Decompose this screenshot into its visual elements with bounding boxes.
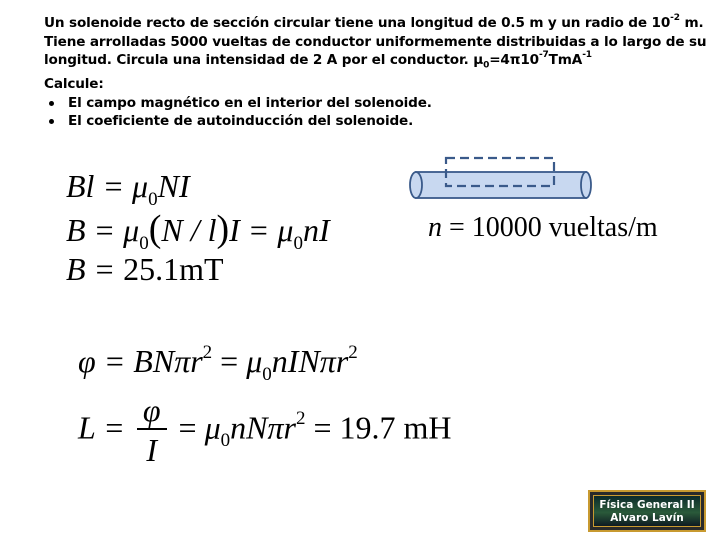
subscript: 0 <box>293 233 303 254</box>
mu-symbol: μ <box>204 409 221 446</box>
eq-term: = <box>170 409 205 446</box>
eq-term: I = <box>229 212 278 248</box>
mu-symbol: μ <box>277 212 294 248</box>
problem-text: TmA <box>548 52 583 68</box>
equation-flux <box>78 342 358 385</box>
problem-line-2: Tiene arrolladas 5000 vueltas de conductor uniformemente distribuidas a lo largo de su <box>44 33 707 50</box>
eq-term: φ = BNπr <box>78 343 203 379</box>
logo-author: Alvaro Lavín <box>610 512 684 524</box>
paren: ) <box>216 208 230 250</box>
exponent: -1 <box>582 50 592 61</box>
eq-term: B = <box>66 212 124 248</box>
equation-inductance <box>78 392 452 470</box>
course-logo <box>588 490 706 532</box>
mu-symbol: μ <box>132 168 149 204</box>
eq-term: = 19.7 <box>305 409 404 446</box>
equation-ampere <box>66 168 190 210</box>
numerator: φ <box>137 392 167 430</box>
subscript: 0 <box>483 60 490 71</box>
result-unit: mH <box>403 409 452 446</box>
question-item: El campo magnético en el interior del solenoide. <box>68 94 704 113</box>
eq-term: Bl = <box>66 168 133 204</box>
superscript: 2 <box>202 342 213 363</box>
subscript: 0 <box>262 364 272 385</box>
calcule-label: Calcule: <box>44 76 104 93</box>
eq-term: nINπr <box>271 343 349 379</box>
mu-symbol: μ <box>123 212 140 248</box>
result-unit: vueltas/m <box>548 212 658 243</box>
eq-term: = <box>212 343 247 379</box>
question-item: El coeficiente de autoinducción del solenoide. <box>68 112 704 131</box>
solenoid-left-end <box>410 172 422 198</box>
eq-term: N / l <box>161 212 217 248</box>
solenoid-right-end <box>581 172 591 198</box>
subscript: 0 <box>220 430 231 452</box>
problem-text: =4π10 <box>489 52 539 68</box>
result-unit: mT <box>179 251 224 287</box>
denominator: I <box>146 432 157 468</box>
equation-field-result <box>66 253 224 285</box>
superscript: 2 <box>295 408 306 430</box>
problem-text: m. <box>679 15 704 31</box>
equation-field <box>66 208 330 254</box>
subscript: 0 <box>148 189 158 210</box>
eq-term: nNπr <box>230 409 296 446</box>
question-list <box>44 94 704 131</box>
exponent: -2 <box>670 13 680 24</box>
eq-term: L = <box>78 409 133 446</box>
logo-title: Física General II <box>599 499 695 511</box>
mu-symbol: μ <box>246 343 263 379</box>
exponent: -7 <box>538 50 549 61</box>
fraction <box>137 392 167 470</box>
eq-term: = 10000 <box>442 212 549 243</box>
problem-text: Un solenoide recto de sección circular tiene una longitud de 0.5 m y un radio de 10 <box>44 15 671 31</box>
eq-term: B = <box>66 251 124 287</box>
eq-term: NI <box>157 168 190 204</box>
eq-term: n <box>428 212 442 243</box>
turn-density <box>428 214 658 242</box>
result-value: 25.1 <box>123 251 180 287</box>
problem-line-3 <box>44 51 704 75</box>
eq-term: nI <box>302 212 330 248</box>
solenoid-illustration <box>406 152 592 202</box>
problem-statement <box>44 13 707 131</box>
problem-text: longitud. Circula una intensidad de 2 A por el conductor. μ <box>44 52 484 68</box>
superscript: 2 <box>348 342 358 363</box>
subscript: 0 <box>139 233 149 254</box>
problem-line-1 <box>44 14 704 33</box>
paren: ( <box>148 208 162 250</box>
